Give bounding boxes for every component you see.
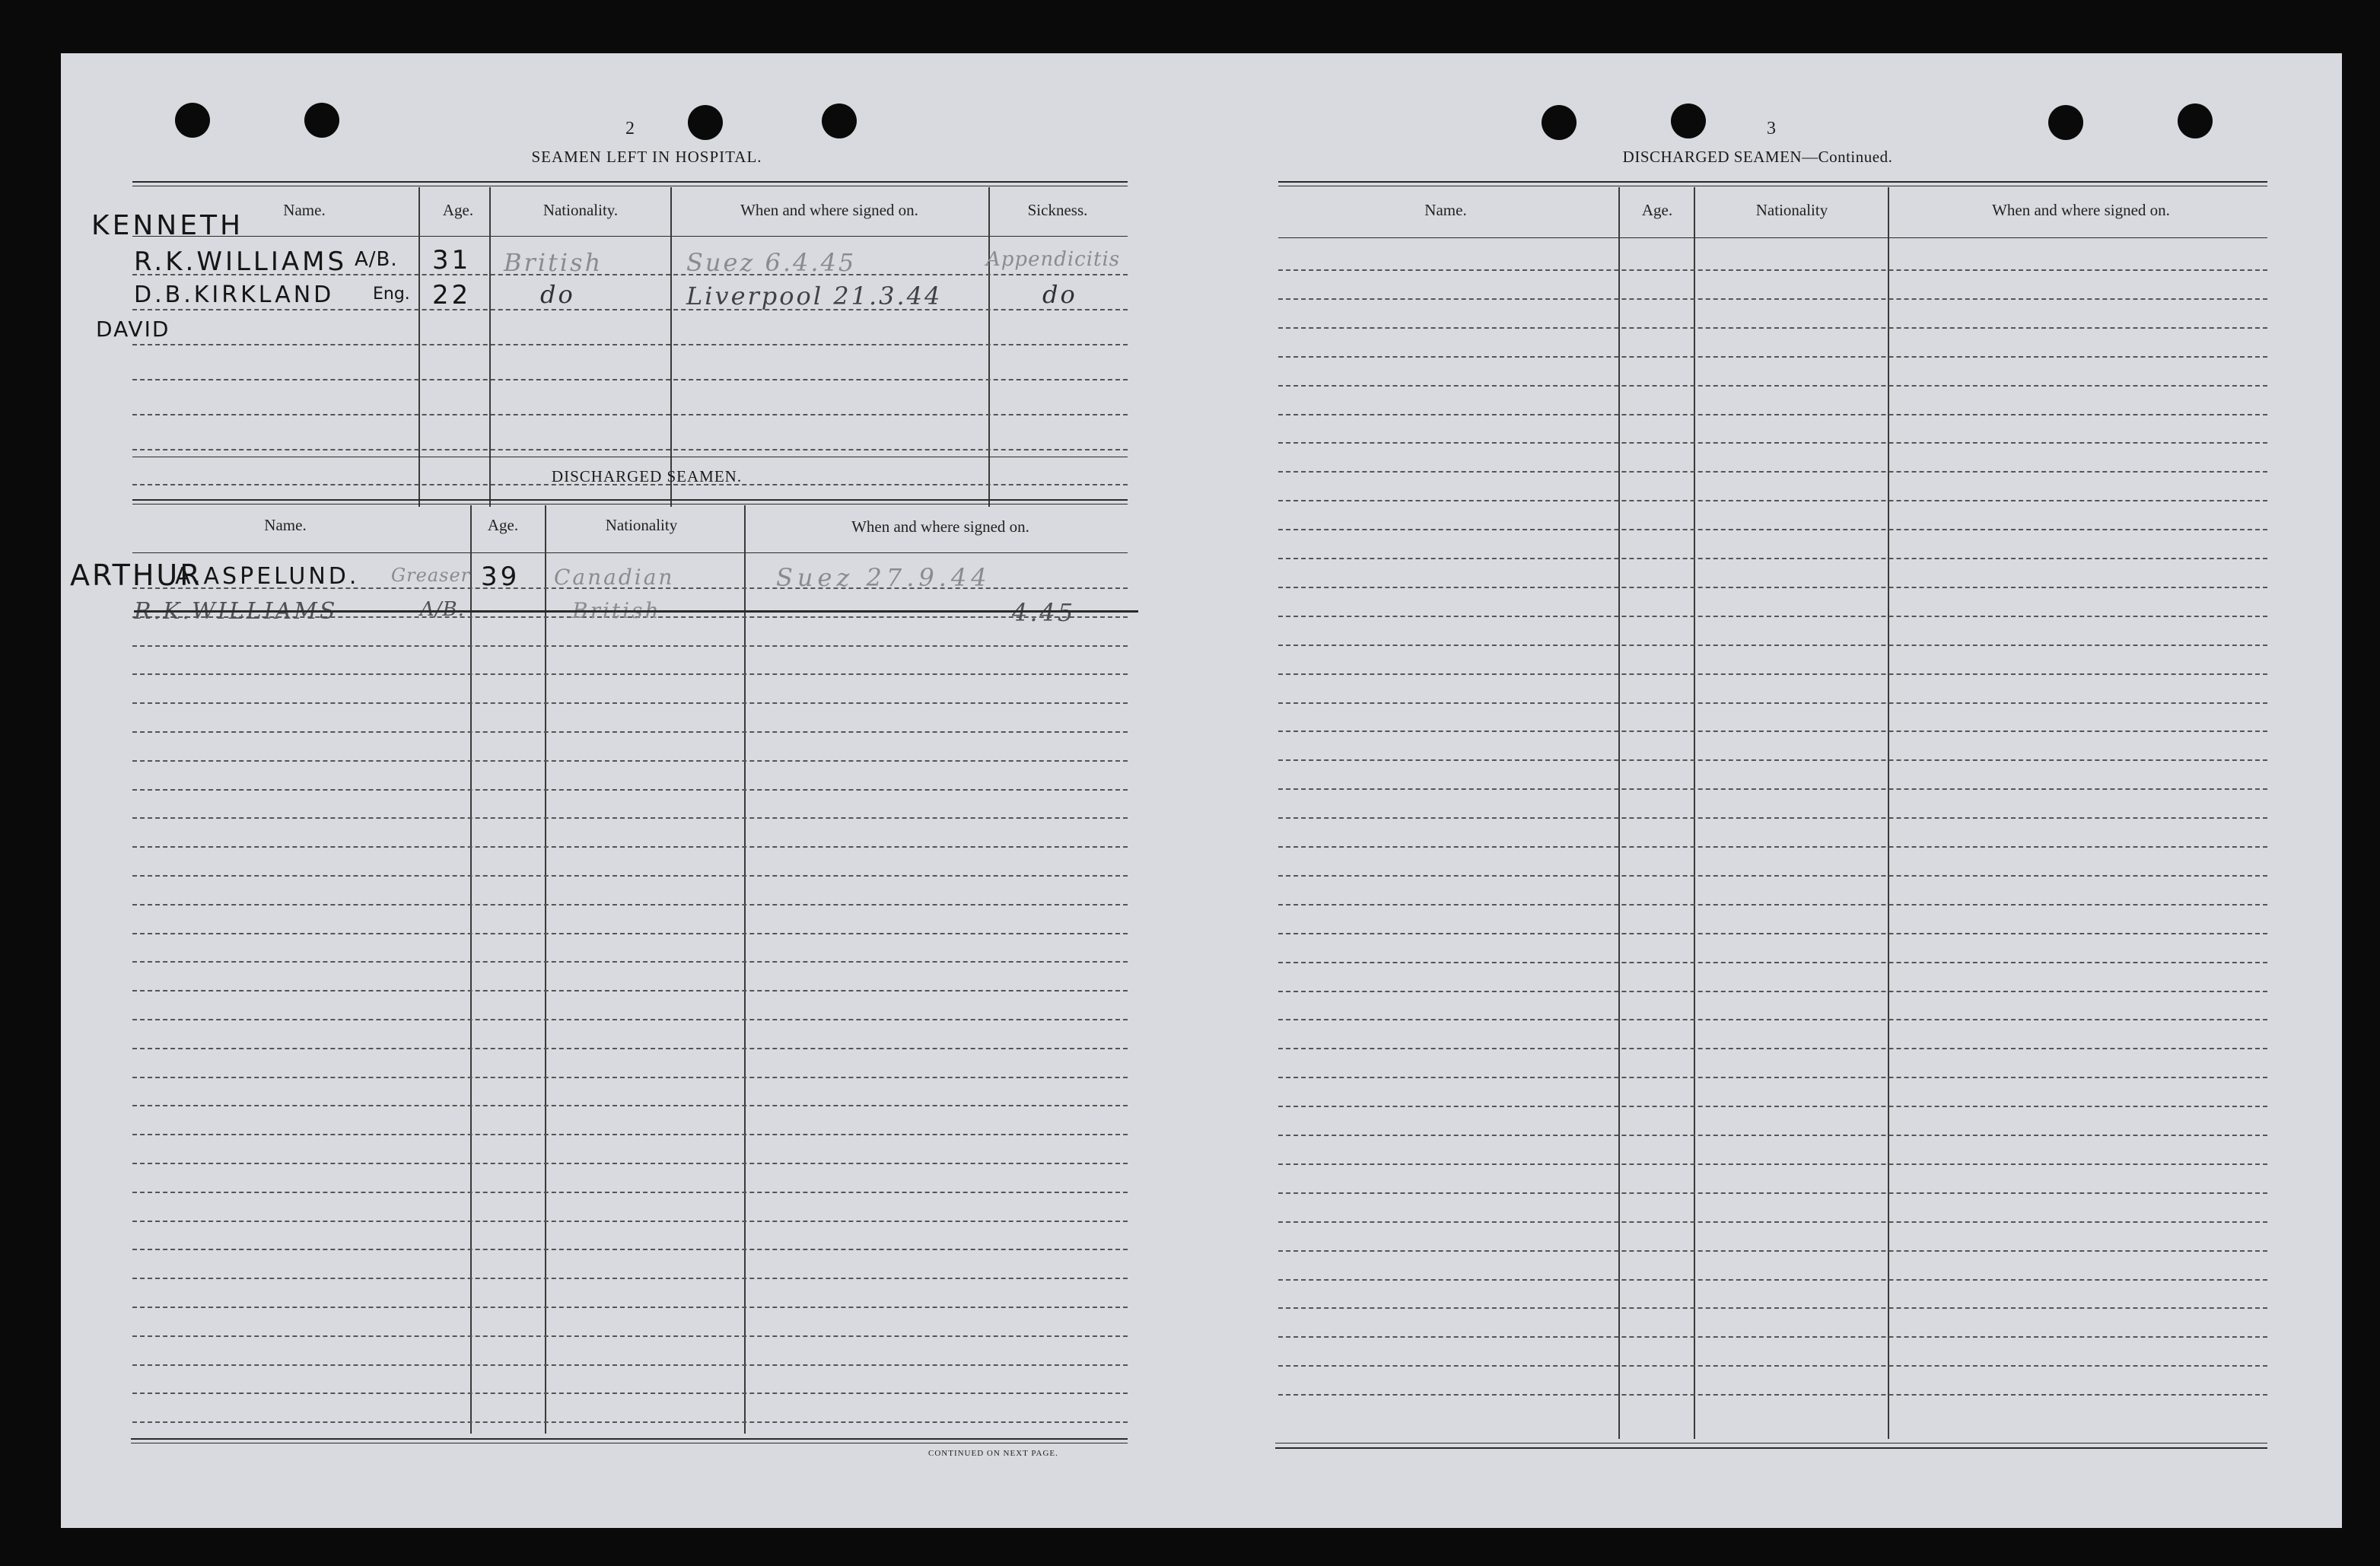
dotted-writing-line — [132, 933, 1128, 934]
dotted-writing-line — [1278, 385, 2267, 387]
punch-hole — [688, 105, 723, 140]
dotted-writing-line — [1278, 298, 2267, 300]
hospital-nationality-2: do — [540, 280, 575, 309]
dotted-writing-line — [132, 760, 1128, 762]
punch-hole — [1671, 103, 1706, 138]
col-header-nationality: Nationality — [1755, 201, 1828, 219]
discharged-continued-title: DISCHARGED SEAMEN—Continued. — [1622, 148, 1893, 166]
dotted-writing-line — [1278, 1365, 2267, 1367]
dotted-writing-line — [1278, 500, 2267, 501]
dotted-writing-line — [132, 875, 1128, 877]
dotted-writing-line — [1278, 788, 2267, 790]
dotted-writing-line — [1278, 1048, 2267, 1049]
dotted-writing-line — [132, 1048, 1128, 1049]
punch-hole — [175, 103, 210, 138]
dotted-writing-line — [132, 1249, 1128, 1250]
rule — [1278, 181, 2267, 183]
dotted-writing-line — [132, 1221, 1128, 1222]
col-header-age: Age. — [442, 201, 474, 219]
column-divider — [670, 187, 672, 507]
hospital-rating-2: Eng. — [373, 285, 410, 304]
dotted-writing-line — [1278, 702, 2267, 704]
dotted-writing-line — [1278, 1163, 2267, 1165]
dotted-writing-line — [1278, 759, 2267, 761]
dotted-writing-line — [1278, 673, 2267, 675]
dotted-writing-line — [132, 645, 1128, 647]
dotted-writing-line — [1278, 442, 2267, 444]
dotted-writing-line — [1278, 269, 2267, 271]
rule — [1275, 1447, 2267, 1449]
hospital-name-1: R.K.WILLIAMS — [134, 247, 348, 277]
dotted-writing-line — [1278, 817, 2267, 819]
col-header-age: Age. — [1641, 201, 1673, 219]
dotted-writing-line — [1278, 1135, 2267, 1136]
dotted-writing-line — [132, 1393, 1128, 1394]
dotted-writing-line — [1278, 1019, 2267, 1020]
rule — [1278, 237, 2267, 238]
dotted-writing-line — [1278, 1394, 2267, 1396]
dotted-writing-line — [132, 344, 1128, 345]
dotted-writing-line — [1278, 933, 2267, 934]
dotted-writing-line — [132, 817, 1128, 819]
dotted-writing-line — [1278, 1106, 2267, 1107]
discharged-name-1: A.ASPELUND. — [175, 563, 360, 590]
punch-hole — [1542, 105, 1577, 140]
dotted-writing-line — [1278, 587, 2267, 588]
discharged-signed-on-1: Suez 27.9.44 — [776, 563, 991, 592]
dotted-writing-line — [132, 702, 1128, 704]
rule — [132, 552, 1128, 553]
dotted-writing-line — [1278, 904, 2267, 906]
discharged-rating-1: Greaser — [391, 565, 471, 586]
dotted-writing-line — [1278, 645, 2267, 646]
dotted-writing-line — [1278, 414, 2267, 415]
dotted-writing-line — [1278, 1336, 2267, 1338]
dotted-writing-line — [1278, 356, 2267, 358]
dotted-writing-line — [1278, 730, 2267, 732]
dotted-writing-line — [1278, 558, 2267, 559]
dotted-writing-line — [1278, 1221, 2267, 1223]
dotted-writing-line — [132, 1278, 1128, 1279]
punch-hole — [822, 103, 857, 138]
dotted-writing-line — [1278, 327, 2267, 329]
strike-through-line — [134, 610, 1138, 613]
dotted-writing-line — [132, 1307, 1128, 1308]
hospital-first-name-2: DAVID — [96, 317, 170, 342]
document-sheet — [61, 53, 2342, 1528]
hospital-signed-on-2: Liverpool 21.3.44 — [686, 282, 943, 310]
discharged-section-title: DISCHARGED SEAMEN. — [551, 467, 743, 485]
dotted-writing-line — [132, 1335, 1128, 1337]
dotted-writing-line — [1278, 1250, 2267, 1252]
dotted-writing-line — [132, 1134, 1128, 1135]
column-divider — [988, 187, 990, 507]
dotted-writing-line — [1278, 1077, 2267, 1078]
punch-hole — [2048, 105, 2083, 140]
hospital-rating-1: A/B. — [355, 248, 398, 271]
dotted-writing-line — [132, 1019, 1128, 1020]
discharged-signed-on-2: 4.45 — [1012, 598, 1076, 627]
dotted-writing-line — [1278, 616, 2267, 617]
dotted-writing-line — [1278, 991, 2267, 992]
col-header-age: Age. — [487, 516, 519, 534]
col-header-signed-on: When and where signed on. — [740, 201, 918, 219]
hospital-name-2: D.B.KIRKLAND — [134, 282, 335, 308]
dotted-writing-line — [132, 904, 1128, 906]
hospital-nationality-1: British — [504, 248, 603, 277]
hospital-section-title: SEAMEN LEFT IN HOSPITAL. — [531, 148, 762, 166]
column-divider — [418, 187, 420, 507]
discharged-nationality-1: Canadian — [554, 565, 675, 590]
page-number-left: 2 — [625, 119, 635, 138]
col-header-name: Name. — [1424, 201, 1467, 219]
rule — [131, 1438, 1128, 1440]
dotted-writing-line — [1278, 846, 2267, 848]
punch-hole — [304, 103, 339, 138]
page-number-right: 3 — [1767, 119, 1776, 138]
dotted-writing-line — [132, 414, 1128, 415]
discharged-first-name-1: ARTHUR — [70, 559, 202, 592]
discharged-nationality-2: British — [572, 598, 661, 623]
dotted-writing-line — [132, 846, 1128, 848]
hospital-sickness-2: do — [1042, 280, 1077, 309]
hospital-sickness-1: Appendicitis — [986, 248, 1121, 271]
discharged-age-1: 39 — [481, 562, 520, 592]
dotted-writing-line — [1278, 962, 2267, 963]
col-header-signed-on: When and where signed on. — [851, 517, 1029, 536]
discharged-rating-2: A/B. — [420, 598, 465, 621]
dotted-writing-line — [132, 1163, 1128, 1164]
dotted-writing-line — [1278, 471, 2267, 473]
dotted-writing-line — [132, 449, 1128, 450]
dotted-writing-line — [132, 1364, 1128, 1366]
dotted-writing-line — [132, 961, 1128, 963]
dotted-writing-line — [132, 309, 1128, 310]
col-header-sickness: Sickness. — [1027, 201, 1088, 219]
dotted-writing-line — [132, 731, 1128, 733]
hospital-age-2: 22 — [432, 280, 472, 310]
col-header-nationality: Nationality — [605, 516, 678, 534]
hospital-age-1: 31 — [432, 245, 472, 275]
rule — [132, 181, 1128, 183]
rule — [132, 499, 1128, 501]
col-header-name: Name. — [264, 516, 307, 534]
dotted-writing-line — [1278, 875, 2267, 877]
col-header-nationality: Nationality. — [542, 201, 619, 219]
dotted-writing-line — [132, 1192, 1128, 1193]
dotted-writing-line — [1278, 1279, 2267, 1281]
punch-hole — [2178, 103, 2213, 138]
dotted-writing-line — [1278, 1192, 2267, 1194]
dotted-writing-line — [132, 673, 1128, 675]
col-header-name: Name. — [283, 201, 326, 219]
discharged-name-2: R.K.WILLIAMS — [134, 598, 338, 625]
dotted-writing-line — [132, 1105, 1128, 1106]
continued-note: CONTINUED ON NEXT PAGE. — [928, 1449, 1058, 1458]
column-divider — [489, 187, 491, 507]
dotted-writing-line — [132, 789, 1128, 791]
rule — [132, 236, 1128, 237]
dotted-writing-line — [1278, 529, 2267, 530]
hospital-signed-on-1: Suez 6.4.45 — [686, 248, 857, 277]
dotted-writing-line — [132, 990, 1128, 991]
hospital-first-name-1: KENNETH — [91, 210, 244, 241]
dotted-writing-line — [132, 379, 1128, 380]
dotted-writing-line — [132, 1421, 1128, 1423]
col-header-signed-on: When and where signed on. — [1992, 201, 2170, 219]
dotted-writing-line — [132, 1077, 1128, 1078]
dotted-writing-line — [1278, 1307, 2267, 1309]
